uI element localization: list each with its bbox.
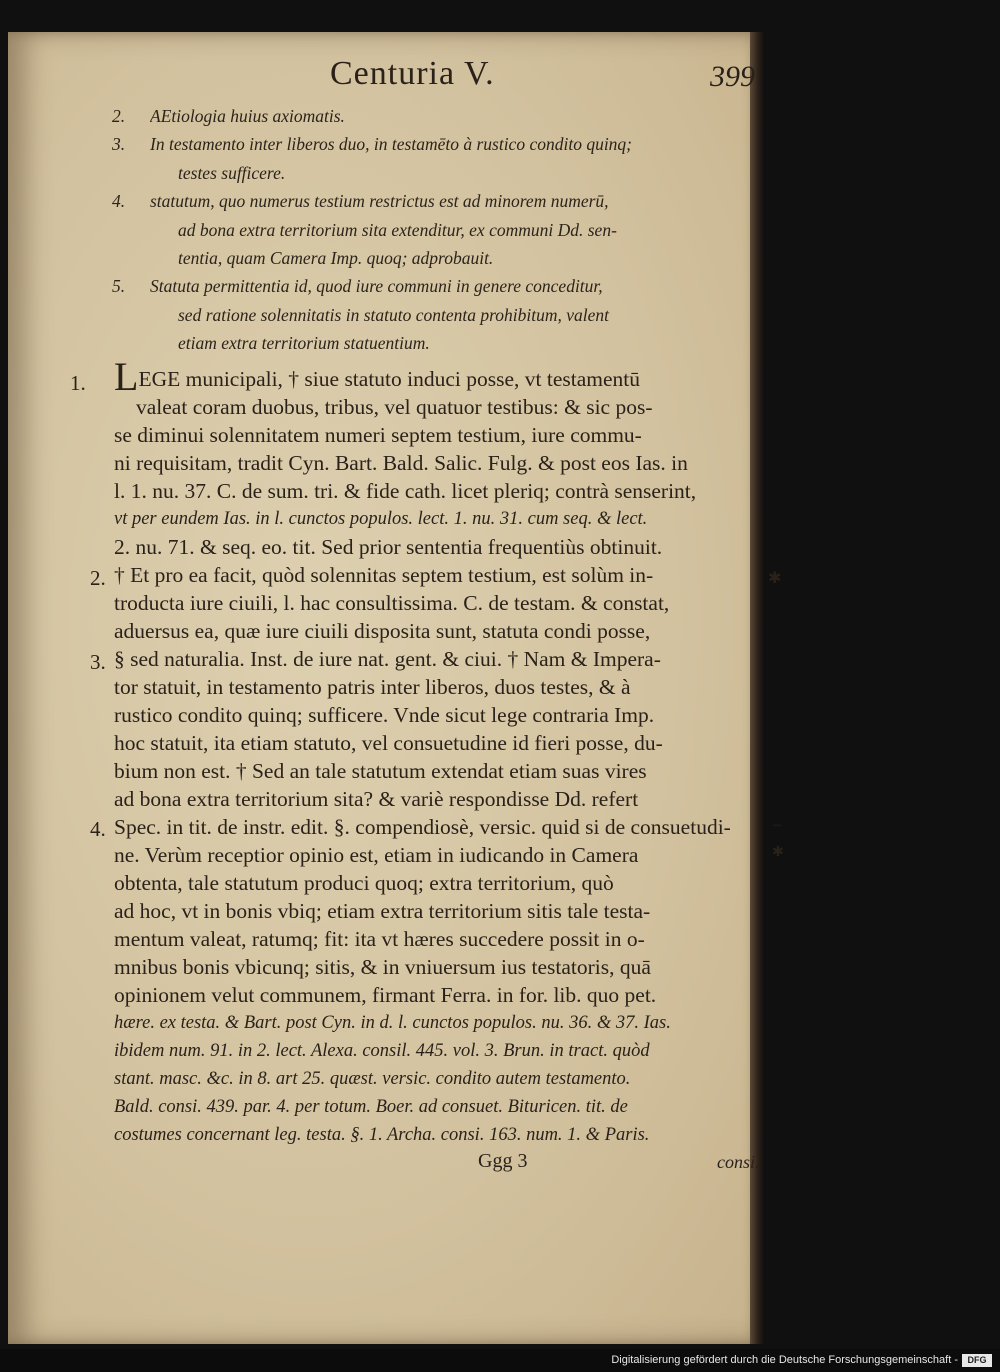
body-line: se diminui solennitatem numeri septem testium, iure commu-	[114, 423, 642, 447]
body-line: ibidem num. 91. in 2. lect. Alexa. consil. 445. vol. 3. Brun. in tract. quòd	[114, 1041, 650, 1061]
body-line: mentum valeat, ratumq; fit: ita vt hæres succedere possit in o-	[114, 927, 645, 951]
body-line: ne. Verùm receptior opinio est, etiam in iudicando in Camera	[114, 843, 639, 867]
body-line: § sed naturalia. Inst. de iure nat. gent. & ciui. † Nam & Impera-	[114, 647, 661, 671]
summary-line: In testamento inter liberos duo, in testamēto à rustico condito quinq;	[150, 134, 633, 155]
summary-line: tentia, quam Camera Imp. quoq; adprobauit.	[178, 248, 494, 269]
summary-list	[110, 102, 790, 358]
body-line: mnibus bonis vbicunq; sitis, & in vniuersum ius testatoris, quā	[114, 955, 651, 979]
dfg-logo-icon: DFG	[962, 1354, 992, 1367]
summary-item	[110, 130, 790, 187]
drop-cap: L	[114, 363, 139, 393]
body-line: rustico condito quinq; sufficere. Vnde sicut lege contraria Imp.	[114, 703, 655, 727]
summary-item	[110, 187, 790, 272]
margin-number: 3.	[90, 650, 106, 674]
body-line: Spec. in tit. de instr. edit. §. compendiosè, versic. quid si de consuetudi-	[114, 815, 731, 839]
body-line: LEGE municipali, † siue statuto induci posse, vt testamentū	[114, 363, 766, 393]
summary-item-number: 4.	[112, 191, 126, 212]
body-line: 2. nu. 71. & seq. eo. tit. Sed prior sententia frequentiùs obtinuit.	[114, 535, 663, 559]
body-line: Bald. consi. 439. par. 4. per totum. Boer. ad consuet. Bituricen. tit. de	[114, 1097, 628, 1117]
summary-line: testes sufficere.	[178, 162, 286, 183]
summary-line: AEtiologia huius axiomatis.	[150, 106, 345, 126]
signature-mark: Ggg 3	[478, 1150, 528, 1172]
body-line: stant. masc. &c. in 8. art 25. quæst. versic. condito autem testamento.	[114, 1069, 631, 1089]
body-line: l. 1. nu. 37. C. de sum. tri. & fide cath. licet pleriq; contrà senserint,	[114, 479, 697, 503]
margin-number: 2.	[90, 566, 106, 590]
body-line: costumes concernant leg. testa. §. 1. Archa. consi. 163. num. 1. & Paris.	[114, 1125, 650, 1145]
body-line: hære. ex testa. & Bart. post Cyn. in d. l. cunctos populos. nu. 36. & 37. Ias.	[114, 1013, 671, 1033]
summary-item-number: 2.	[112, 106, 126, 126]
body-line: valeat coram duobus, tribus, vel quatuor testibus: & sic pos-	[136, 395, 653, 419]
margin-number: 1.	[70, 371, 86, 395]
summary-line: sed ratione solennitatis in statuto contenta prohibitum, valent	[178, 304, 609, 325]
summary-item	[110, 272, 790, 357]
body-text	[114, 363, 766, 1149]
body-line: hoc statuit, ita etiam statuto, vel consuetudine id fieri posse, du-	[114, 731, 663, 755]
body-line: vt per eundem Ias. in l. cunctos populos. lect. 1. nu. 31. cum seq. & lect.	[114, 509, 648, 529]
catchword: consi.	[717, 1152, 760, 1172]
margin-number: 4.	[90, 817, 106, 841]
body-line: tor statuit, in testamento patris inter liberos, duos testes, & à	[114, 675, 631, 699]
summary-item	[110, 102, 790, 130]
body-line: opinionem velut communem, firmant Ferra. in for. lib. quo pet.	[114, 983, 657, 1007]
body-line: obtenta, tale statutum produci quoq; extra territorium, quò	[114, 871, 614, 895]
summary-line: statutum, quo numerus testium restrictus est ad minorem numerū,	[150, 191, 609, 212]
asterisk-mark-icon: ✱	[768, 570, 782, 587]
footer-bar	[0, 1349, 1000, 1372]
summary-line: Statuta permittentia id, quod iure communi in genere conceditur,	[150, 276, 603, 297]
footer-credit: Digitalisierung gefördert durch die Deutsche Forschungsgemeinschaft -	[611, 1354, 958, 1366]
body-line: bium non est. † Sed an tale statutum extendat etiam suas vires	[114, 759, 647, 783]
running-head-title: Centuria V.	[330, 55, 495, 92]
page-number: 399	[710, 60, 755, 93]
body-line: ad hoc, vt in bonis vbiq; etiam extra territorium sitis tale testa-	[114, 899, 651, 923]
body-line: aduersus ea, quæ iure ciuili disposita sunt, statuta condi posse,	[114, 619, 651, 643]
summary-line: ad bona extra territorium sita extenditur, ex communi Dd. sen-	[178, 219, 617, 240]
body-line: † Et pro ea facit, quòd solennitas septem testium, est solùm in-	[114, 563, 654, 587]
dash-mark-icon: –	[773, 816, 781, 833]
body-line: ni requisitam, tradit Cyn. Bart. Bald. Salic. Fulg. & post eos Ias. in	[114, 451, 688, 475]
summary-item-number: 5.	[112, 276, 126, 297]
summary-line: etiam extra territorium statuentium.	[178, 333, 430, 354]
body-line: ad bona extra territorium sita? & variè respondisse Dd. refert	[114, 787, 639, 811]
asterisk-mark-icon: ✱	[772, 845, 784, 860]
summary-item-number: 3.	[112, 134, 126, 155]
body-line: troducta iure ciuili, l. hac consultissima. C. de testam. & constat,	[114, 591, 670, 615]
